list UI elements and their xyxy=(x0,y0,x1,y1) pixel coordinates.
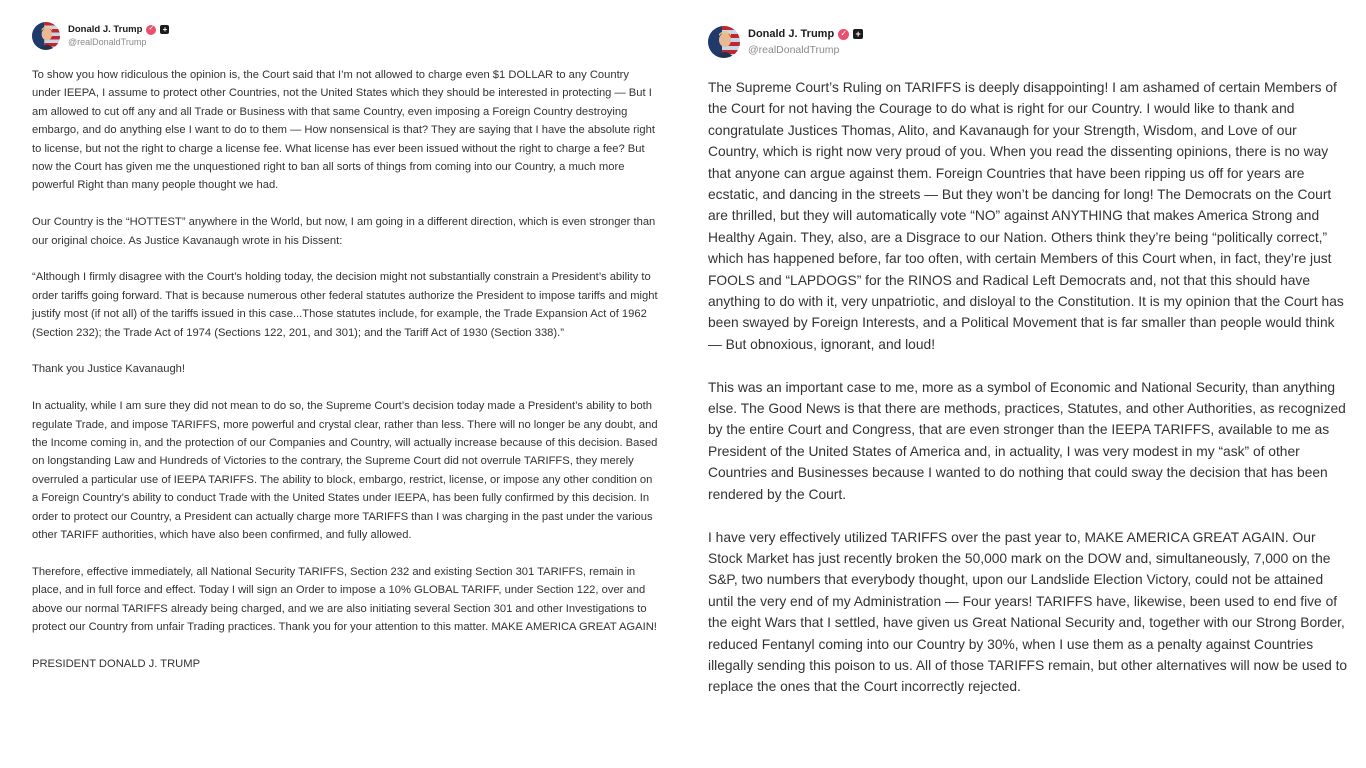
post-paragraph: In actuality, while I am sure they did not mean to do so, the Supreme Court’s decision today made a President’s ability to both regulate Trade, and impose TARIFFS, more powerful and crystal clear, rather than less. There will no longer be any doubt, and the Income coming in, and the protection of our Companies and Country, will actually increase because of this decision. Based on longstanding Law and Hundreds of Victories to the contrary, the Supreme Court did not overrule TARIFFS, they merely overruled a particular use of IEEPA TARIFFS. The ability to block, embargo, restrict, license, or impose any other condition on a Foreign Country’s ability to conduct Trade with the United States under IEEPA, has been fully confirmed by this decision. In order to protect our Country, a President can actually charge more TARIFFS than I was charging in the past under the various other TARIFF authorities, which have also been confirmed, and fully allowed. xyxy=(32,400,658,542)
post-header xyxy=(32,22,169,50)
avatar-image xyxy=(32,22,60,50)
author-name[interactable]: Donald J. Trump xyxy=(748,27,835,40)
avatar[interactable] xyxy=(32,22,60,50)
post-body xyxy=(708,77,1348,719)
post-paragraph: Therefore, effective immediately, all National Security TARIFFS, Section 232 and existing Section 301 TARIFFS, remain in place, and in full force and effect. Today I will sign an Order to impose a 10% GLOBAL TARIFF, under Section 122, over and above our normal TARIFFS already being charged, and we are also initiating several Section 301 and other Investigations to protect our Country from unfair Trading practices. Thank you for your attention to this matter. MAKE AMERICA GREAT AGAIN! xyxy=(32,565,657,634)
post-body xyxy=(32,66,660,692)
avatar-image xyxy=(708,26,740,58)
post-paragraph: I have very effectively utilized TARIFFS over the past year to, MAKE AMERICA GREAT AGAIN. Our Stock Market has just recently broken the 50,000 mark on the DOW and, simultaneously, 7,000 on the S&P, two numbers that everybody thought, upon our Landslide Election Victory, could not be attained until the very end of my Administration — Four years! TARIFFS have, likewise, been used to end five of the eight Wars that I settled, have given us Great National Security and, together with our Strong Border, reduced Fentanyl coming into our Country by 30%, when I use them as a penalty against Countries illegally sending this poison to us. All of those TARIFFS remain, but other alternatives will now be used to replace the ones that the Court incorrectly rejected. xyxy=(708,529,1348,695)
badge-plus-icon: + xyxy=(160,25,169,34)
badge-plus-icon: + xyxy=(853,29,863,39)
avatar[interactable] xyxy=(708,26,740,58)
post-paragraph: This was an important case to me, more as a symbol of Economic and National Security, than anything else. The Good News is that there are methods, practices, Statutes, and other Authorities, as recognized by the entire Court and Congress, that are even stronger than the IEEPA TARIFFS, available to me as President of the United States of America and, in actuality, I was very modest in my “ask” of other Countries and Businesses because I wanted to do nothing that could sway the decision that has been rendered by the Court. xyxy=(708,379,1346,502)
verified-badge-icon: ✓ xyxy=(146,25,156,35)
post-paragraph: The Supreme Court’s Ruling on TARIFFS is deeply disappointing! I am ashamed of certain Members of the Court for not having the Courage to do what is right for our Country. I would like to thank and congratulate Justices Thomas, Alito, and Kavanaugh for your Strength, Wisdom, and Love of our Country, which is right now very proud of you. When you read the dissenting opinions, there is no way that anyone can argue against them. Foreign Countries that have been ripping us off for years are ecstatic, and dancing in the streets — But they won’t be dancing for long! The Democrats on the Court are thrilled, but they will automatically vote “NO” against ANYTHING that makes America Strong and Healthy Again. They, also, are a Disgrace to our Nation. Others think they’re being “politically correct,” which has happened before, far too often, with certain Members of this Court when, in fact, they’re just FOOLS and “LAPDOGS” for the RINOS and Radical Left Democrats and, not that this should have anything to do with it, very unpatriotic, and disloyal to the Constitution. It is my opinion that the Court has been swayed by Foreign Interests, and a Political Movement that is far smaller than people would think — But obnoxious, ignorant, and loud! xyxy=(708,80,1344,352)
post-signature: PRESIDENT DONALD J. TRUMP xyxy=(32,657,201,670)
post-paragraph: Our Country is the “HOTTEST” anywhere in the World, but now, I am going in a different direction, which is even stronger than our original choice. As Justice Kavanaugh wrote in his Dissent: xyxy=(32,216,656,247)
post-paragraph: Thank you Justice Kavanaugh! xyxy=(32,363,185,376)
author-handle[interactable]: @realDonaldTrump xyxy=(748,43,840,56)
author-handle[interactable]: @realDonaldTrump xyxy=(68,37,147,48)
post-paragraph: “Although I firmly disagree with the Court’s holding today, the decision might not substantially constrain a President’s ability to order tariffs going forward. That is because numerous other federal statutes authorize the President to impose tariffs and might justify most (if not all) of the tariffs issued in this case...Those statutes include, for example, the Trade Expansion Act of 1962 (Section 232); the Trade Act of 1974 (Sections 122, 201, and 301); and the Tariff Act of 1930 (Section 338).” xyxy=(32,271,658,339)
post-paragraph: To show you how ridiculous the opinion is, the Court said that I’m not allowed to charge even $1 DOLLAR to any Country under IEEPA, I assume to protect other Countries, not the United States which they should be interested in protecting — But I am allowed to cut off any and all Trade or Business with that same Country, even imposing a Foreign Country destroying embargo, and do anything else I want to do to them — How nonsensical is that? They are saying that I have the absolute right to license, but not the right to charge a license fee. What license has ever been issued without the right to charge a fee? But now the Court has given me the unquestioned right to ban all sorts of things from coming into our Country, a much more powerful Right than many people thought we had. xyxy=(32,69,655,192)
author-name[interactable]: Donald J. Trump xyxy=(68,23,143,35)
post-header xyxy=(708,26,863,58)
verified-badge-icon: ✓ xyxy=(838,29,849,40)
